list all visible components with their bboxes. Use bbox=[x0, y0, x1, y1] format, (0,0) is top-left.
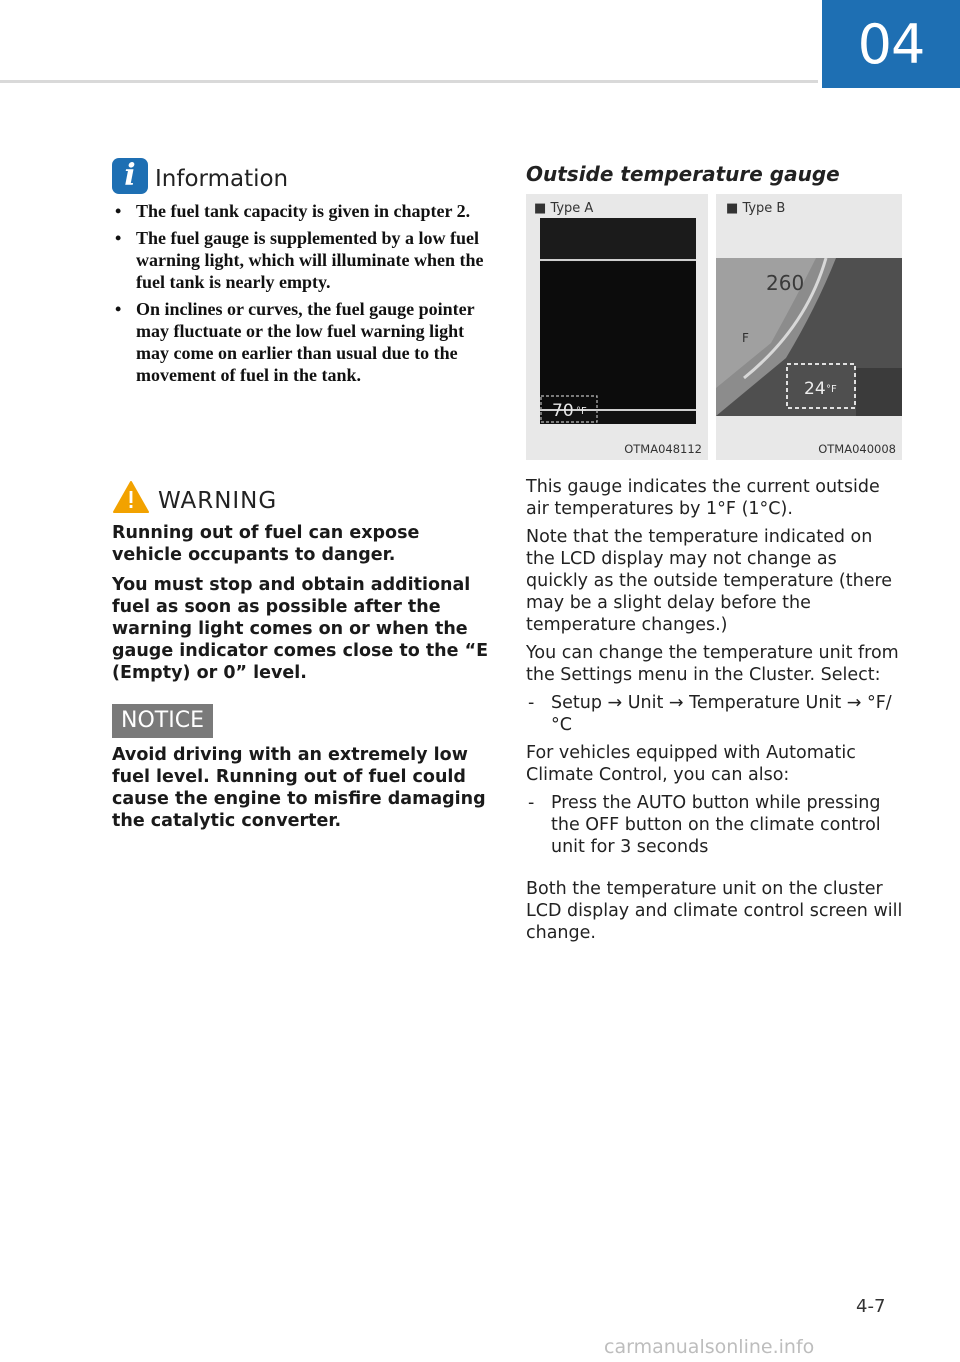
paragraph: Note that the temperature indicated on the LCD display may not change as quickly as the outside temperature (there may be a slight delay before the temperature changes.) bbox=[526, 527, 893, 635]
figure-label: ■ Type A bbox=[534, 201, 594, 216]
step-item: - Setup → Unit → Temperature Unit → °F/°C bbox=[528, 693, 892, 735]
display-temp-value: 24 bbox=[804, 379, 826, 399]
notice-text: Avoid driving with an extremely low fuel level. Running out of fuel could cause the engine to misfire damaging the catalytic converter. bbox=[112, 745, 486, 831]
info-icon: i bbox=[112, 158, 148, 194]
paragraph: For vehicles equipped with Automatic Climate Control, you can also: bbox=[526, 743, 856, 785]
figure-type-a bbox=[526, 194, 708, 460]
watermark: carmanualsonline.info bbox=[604, 1336, 815, 1358]
warning-paragraph: Running out of fuel can expose vehicle occupants to danger. bbox=[112, 523, 420, 565]
warning-icon bbox=[112, 480, 150, 514]
header-rule bbox=[0, 80, 818, 83]
figure-type-b bbox=[716, 194, 902, 460]
warning-paragraph: You must stop and obtain additional fuel as soon as possible after the warning light comes on or when the gauge indicator comes close to the “E (Empty) or 0” level. bbox=[112, 575, 489, 683]
display-temp-value: 70 bbox=[552, 401, 574, 421]
cluster-display-a bbox=[540, 218, 696, 424]
step-item: - Press the AUTO button while pressing the OFF button on the climate control unit for 3 seconds bbox=[528, 793, 881, 857]
cluster-display-b bbox=[716, 258, 902, 416]
figure-code: OTMA040008 bbox=[818, 442, 896, 456]
chapter-number: 04 bbox=[857, 12, 925, 76]
display-temp-unit: °F bbox=[576, 406, 587, 417]
figure-label: ■ Type B bbox=[726, 201, 786, 216]
notice-body bbox=[112, 744, 492, 840]
list-item: • On inclines or curves, the fuel gauge pointer may fluctuate or the low fuel warning light may come on earlier than usual due to the movement of fuel in the tank. bbox=[115, 299, 475, 385]
notice-badge: NOTICE bbox=[112, 704, 213, 738]
speed-mark: 260 bbox=[766, 271, 805, 295]
paragraph: Both the temperature unit on the cluster LCD display and climate control screen will change. bbox=[526, 879, 903, 943]
list-item: • The fuel gauge is supplemented by a low fuel warning light, which will illuminate when the fuel tank is nearly empty. bbox=[115, 228, 484, 292]
fuel-mark: F bbox=[742, 331, 749, 345]
information-list bbox=[112, 200, 487, 391]
page-number: 4-7 bbox=[856, 1296, 886, 1317]
paragraph: This gauge indicates the current outside air temperatures by 1°F (1°C). bbox=[526, 477, 880, 519]
figure-code: OTMA048112 bbox=[624, 442, 702, 456]
chapter-tab bbox=[822, 0, 960, 88]
square-bullet-icon: ■ bbox=[534, 201, 547, 216]
warning-body bbox=[112, 522, 492, 692]
section-body bbox=[526, 476, 904, 950]
list-item: • The fuel tank capacity is given in chapter 2. bbox=[115, 201, 471, 221]
warning-title: WARNING bbox=[158, 488, 278, 514]
display-temp-unit: °F bbox=[826, 384, 837, 395]
square-bullet-icon: ■ bbox=[726, 201, 739, 216]
information-title: Information bbox=[155, 166, 289, 192]
section-title: Outside temperature gauge bbox=[526, 162, 840, 186]
paragraph: You can change the temperature unit from the Settings menu in the Cluster. Select: bbox=[526, 643, 899, 685]
